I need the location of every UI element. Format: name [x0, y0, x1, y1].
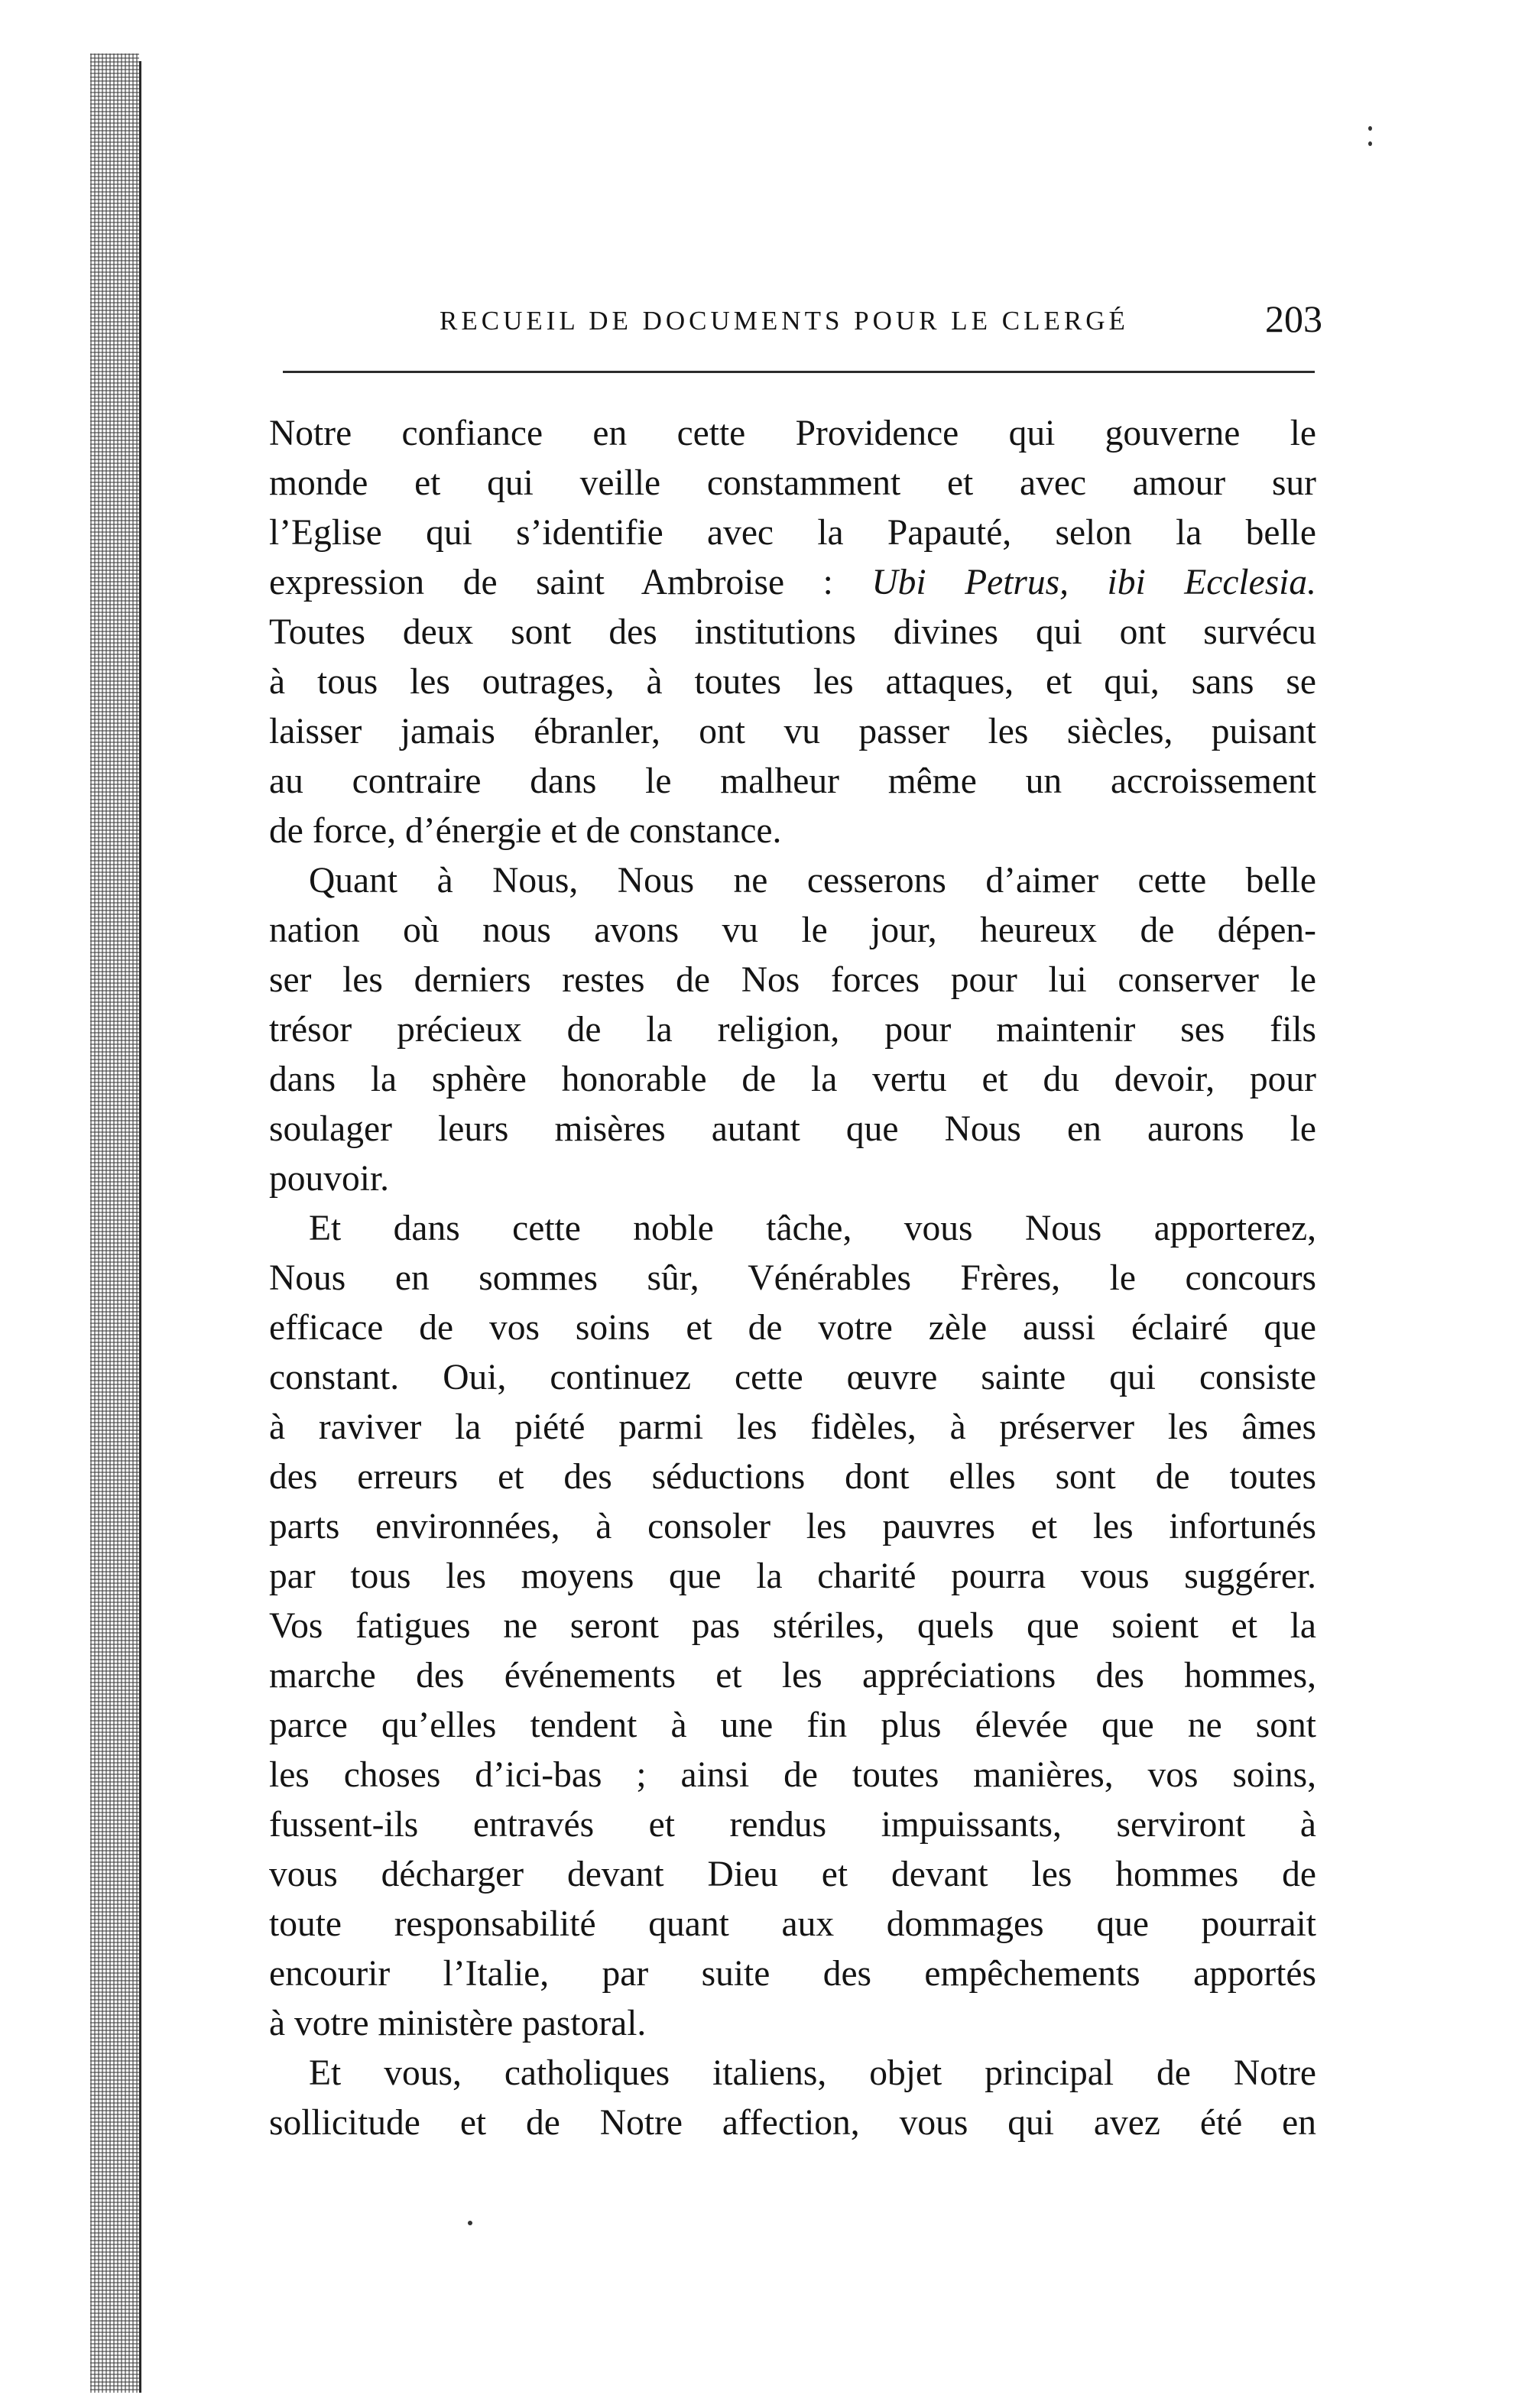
- text-line: Notre confiance en cette Providence qui gouverne le: [269, 414, 1316, 453]
- text-line: parts environnées, à consoler les pauvres et les infortunés: [269, 1507, 1316, 1546]
- text-line: au contraire dans le malheur même un accroissement: [269, 761, 1316, 801]
- text-line: parce qu’elles tendent à une fin plus élevée que ne sont: [269, 1705, 1316, 1745]
- paragraph: [269, 2049, 1316, 2148]
- speck: [1368, 126, 1372, 131]
- text-line: Nous en sommes sûr, Vénérables Frères, le concours: [269, 1258, 1316, 1298]
- text-line: à raviver la piété parmi les fidèles, à préserver les âmes: [269, 1407, 1316, 1447]
- paragraph: [269, 1204, 1316, 2049]
- header-rule: [283, 371, 1315, 373]
- text-line: soulager leurs misères autant que Nous en aurons le: [269, 1109, 1316, 1149]
- text-line: les choses d’ici-bas ; ainsi de toutes manières, vos soins,: [269, 1755, 1316, 1795]
- text-line: nation où nous avons vu le jour, heureux de dépen-: [269, 910, 1316, 950]
- text-line: à tous les outrages, à toutes les attaques, et qui, sans se: [269, 662, 1316, 702]
- text-line: ser les derniers restes de Nos forces pour lui conserver le: [269, 960, 1316, 1000]
- running-title: RECUEIL DE DOCUMENTS POUR LE CLERGÉ: [440, 306, 1129, 336]
- text-line: marche des événements et les appréciations des hommes,: [269, 1656, 1316, 1696]
- text-line: vous décharger devant Dieu et devant les hommes de: [269, 1855, 1316, 1894]
- text-line: par tous les moyens que la charité pourra vous suggérer.: [269, 1556, 1316, 1596]
- paragraph: [269, 409, 1316, 856]
- text-line: Quant à Nous, Nous ne cesserons d’aimer cette belle: [309, 861, 1316, 901]
- text-line: efficace de vos soins et de votre zèle aussi éclairé que: [269, 1308, 1316, 1348]
- speck: [1368, 141, 1372, 146]
- speck: [468, 2221, 472, 2225]
- binding-edge: [90, 54, 139, 2393]
- text-line: fussent-ils entravés et rendus impuissants, serviront à: [269, 1805, 1316, 1845]
- text-line: dans la sphère honorable de la vertu et du devoir, pour: [269, 1060, 1316, 1099]
- text-line: Et vous, catholiques italiens, objet principal de Notre: [309, 2053, 1316, 2093]
- text-line: constant. Oui, continuez cette œuvre sainte qui consiste: [269, 1358, 1316, 1397]
- text-line: l’Eglise qui s’identifie avec la Papauté, selon la belle: [269, 513, 1316, 553]
- text-line: des erreurs et des séductions dont elles sont de toutes: [269, 1457, 1316, 1497]
- page-number: 203: [1265, 297, 1322, 340]
- text-line: à votre ministère pastoral.: [269, 2004, 647, 2043]
- text-line-with-quote: [269, 558, 1316, 608]
- paragraph: [269, 856, 1316, 1204]
- running-head: [275, 297, 1322, 350]
- text-line: pouvoir.: [269, 1159, 390, 1199]
- binding-line: [139, 61, 141, 2393]
- text-line: Vos fatigues ne seront pas stériles, quels que soient et la: [269, 1606, 1316, 1646]
- text-line: sollicitude et de Notre affection, vous qui avez été en: [269, 2103, 1316, 2143]
- text-line: trésor précieux de la religion, pour maintenir ses fils: [269, 1010, 1316, 1050]
- text-line: encourir l’Italie, par suite des empêchements apportés: [269, 1954, 1316, 1994]
- text-line: monde et qui veille constamment et avec amour sur: [269, 463, 1316, 503]
- text-line: toute responsabilité quant aux dommages que pourrait: [269, 1904, 1316, 1944]
- text-line: Et dans cette noble tâche, vous Nous apporterez,: [309, 1209, 1316, 1248]
- text-line: de force, d’énergie et de constance.: [269, 811, 782, 851]
- text-line: laisser jamais ébranler, ont vu passer les siècles, puisant: [269, 712, 1316, 751]
- text-line: Toutes deux sont des institutions divines qui ont survécu: [269, 612, 1316, 652]
- latin-quote: Ubi Petrus, ibi Ecclesia.: [871, 563, 1316, 602]
- text-line: expression de saint Ambroise :: [269, 563, 833, 602]
- body-text: [269, 409, 1316, 2143]
